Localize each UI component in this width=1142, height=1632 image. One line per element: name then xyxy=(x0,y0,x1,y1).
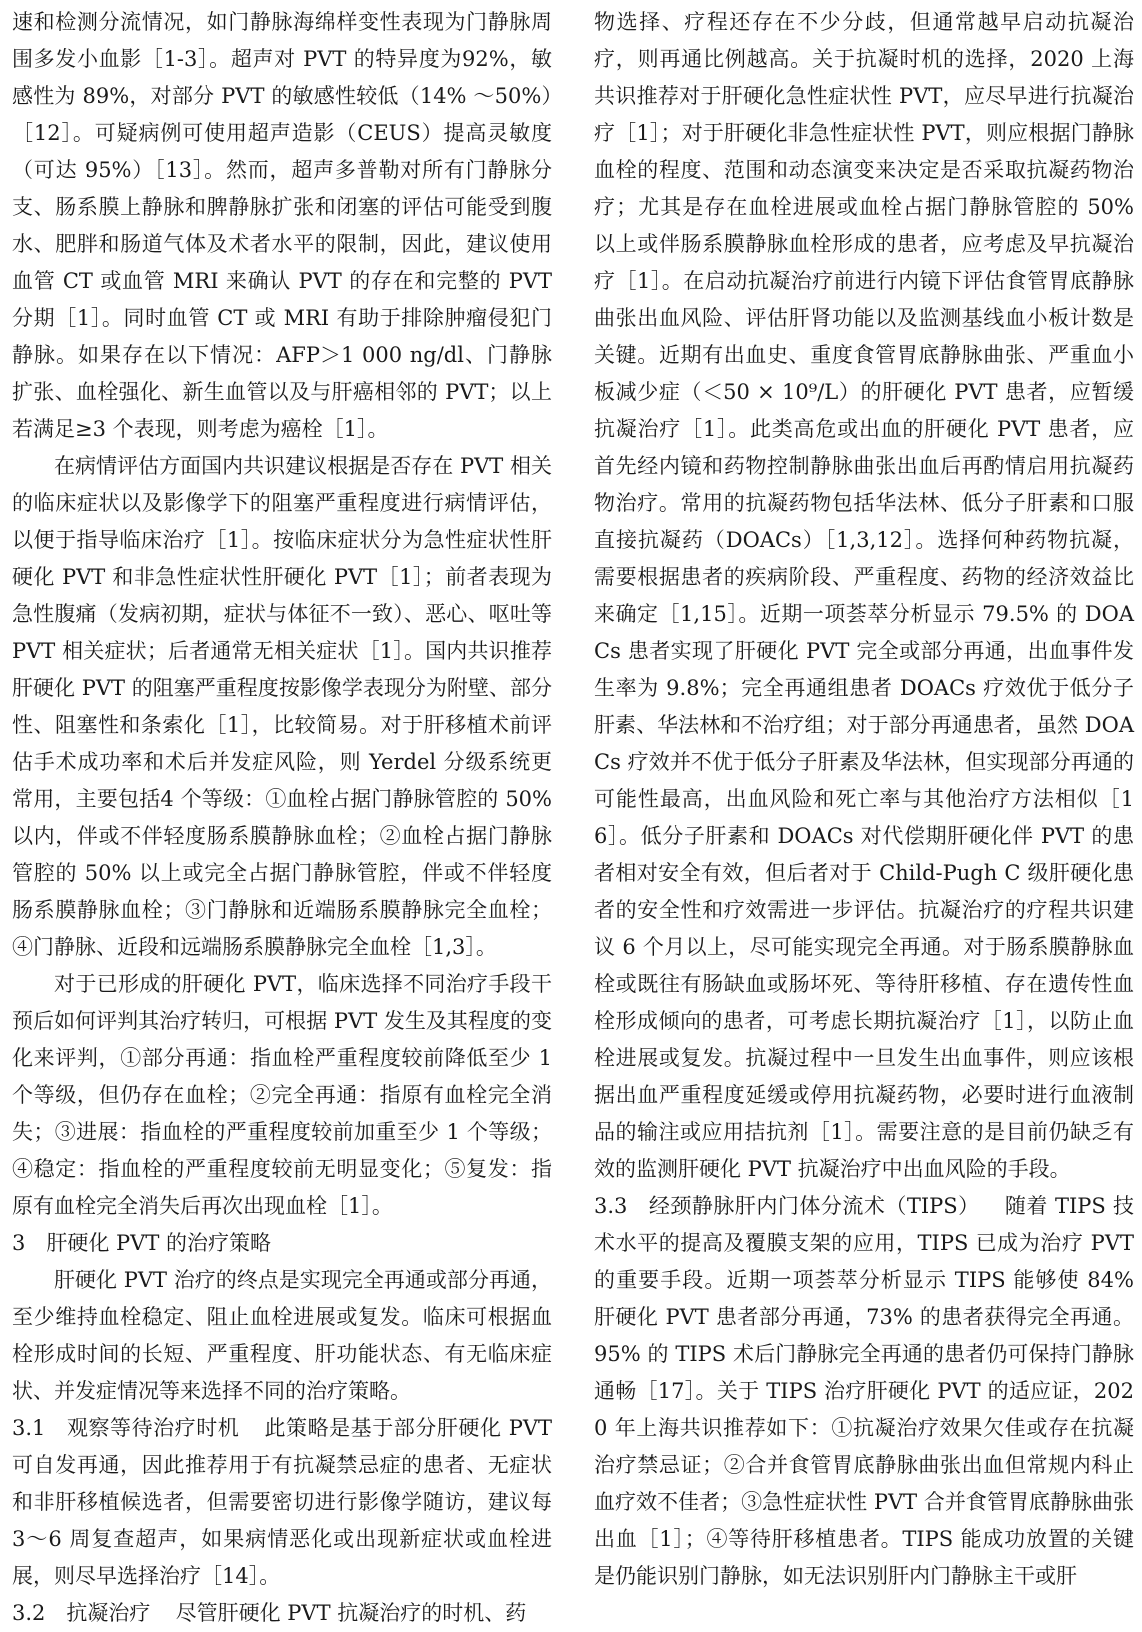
subsection-3-1 xyxy=(12,1410,552,1595)
paragraph: 肝硬化 PVT 治疗的终点是实现完全再通或部分再通，至少维持血栓稳定、阻止血栓进展或复发。临床可根据血栓形成时间的长短、严重程度、肝功能状态、有无临床症状、并发症情况等来选择不同的治疗策略。 xyxy=(12,1268,552,1403)
section-number: 3.1 xyxy=(12,1416,46,1440)
section-title: 经颈静脉肝内门体分流术（TIPS） xyxy=(648,1194,980,1218)
paragraph-text: 尽管肝硬化 PVT 抗凝治疗的时机、药 xyxy=(175,1601,527,1625)
left-column xyxy=(12,4,552,1632)
right-column xyxy=(594,4,1134,1632)
paragraph-text: 此策略是基于部分肝硬化 PVT 可自发再通，因此推荐用于有抗凝禁忌症的患者、无症状和非肝移植候选者，但需要密切进行影像学随访，建议每 3～6 周复查超声，如果病情恶化或出现新症状或血栓进展，则尽早选择治疗［14］。 xyxy=(12,1416,553,1588)
section-heading-3 xyxy=(12,1225,552,1262)
paragraph: 速和检测分流情况，如门静脉海绵样变性表现为门静脉周围多发小血影［1-3］。超声对 PVT 的特异度为92%，敏感性为 89%，对部分 PVT 的敏感性较低（14% ～50%）［12］。可疑病例可使用超声造影（CEUS）提高灵敏度（可达 95%）［13］。然而，超声多普勒对所有门静脉分支、肠系膜上静脉和脾静脉扩张和闭塞的评估可能受到腹水、肥胖和肠道气体及术者水平的限制，因此，建议使用血管 CT 或血管 MRI 来确认 PVT 的存在和完整的 PVT 分期［1］。同时血管 CT 或 MRI 有助于排除肿瘤侵犯门静脉。如果存在以下情况：AFP＞1 000 ng/dl、门静脉扩张、血栓强化、新生血管以及与肝癌相邻的 PVT；以上若满足≥3 个表现，则考虑为癌栓［1］。 xyxy=(12,10,552,441)
paragraph-text: 随着 TIPS 技术水平的提高及覆膜支架的应用，TIPS 已成为治疗 PVT 的重要手段。近期一项荟萃分析显示 TIPS 能够使 84% 肝硬化 PVT 患者部分再通，73% 的患者获得完全再通。95% 的 TIPS 术后门静脉完全再通的患者仍可保持门静脉通畅［17］。关于 TIPS 治疗肝硬化 PVT 的适应证，2020 年上海共识推荐如下：①抗凝治疗效果欠佳或存在抗凝治疗禁忌证；②合并食管胃底静脉曲张出血但常规内科止血疗效不佳者；③急性症状性 PVT 合并食管胃底静脉曲张出血［1］；④等待肝移植患者。TIPS 能成功放置的关键是仍能识别门静脉，如无法识别肝内门静脉主干或肝 xyxy=(594,1194,1134,1588)
section-title: 抗凝治疗 xyxy=(66,1601,151,1625)
section-number: 3.3 xyxy=(594,1194,628,1218)
subsection-3-2 xyxy=(12,1595,552,1632)
two-column-body xyxy=(12,4,1134,1625)
section-number: 3 xyxy=(12,1231,26,1255)
section-number: 3.2 xyxy=(12,1601,46,1625)
paragraph: 对于已形成的肝硬化 PVT，临床选择不同治疗手段干预后如何评判其治疗转归，可根据 PVT 发生及其程度的变化来评判，①部分再通：指血栓严重程度较前降低至少 1 个等级，但仍存在血栓；②完全再通：指原有血栓完全消失；③进展：指血栓的严重程度较前加重至少 1 个等级；④稳定：指血栓的严重程度较前无明显变化；⑤复发：指原有血栓完全消失后再次出现血栓［1］。 xyxy=(12,972,552,1218)
section-title: 观察等待治疗时机 xyxy=(66,1416,240,1440)
subsection-3-3 xyxy=(594,1188,1134,1595)
paragraph: 物选择、疗程还存在不少分歧，但通常越早启动抗凝治疗，则再通比例越高。关于抗凝时机的选择，2020 上海共识推荐对于肝硬化急性症状性 PVT，应尽早进行抗凝治疗［1］；对于肝硬化非急性症状性 PVT，则应根据门静脉血栓的程度、范围和动态演变来决定是否采取抗凝药物治疗；尤其是存在血栓进展或血栓占据门静脉管腔的 50% 以上或伴肠系膜静脉血栓形成的患者，应考虑及早抗凝治疗［1］。在启动抗凝治疗前进行内镜下评估食管胃底静脉曲张出血风险、评估肝肾功能以及监测基线血小板计数是关键。近期有出血史、重度食管胃底静脉曲张、严重血小板减少症（＜50 × 10⁹/L）的肝硬化 PVT 患者，应暂缓抗凝治疗［1］。此类高危或出血的肝硬化 PVT 患者，应首先经内镜和药物控制静脉曲张出血后再酌情启用抗凝药物治疗。常用的抗凝药物包括华法林、低分子肝素和口服直接抗凝药（DOACs）［1,3,12］。选择何种药物抗凝，需要根据患者的疾病阶段、严重程度、药物的经济效益比来确定［1,15］。近期一项荟萃分析显示 79.5% 的 DOACs 患者实现了肝硬化 PVT 完全或部分再通，出血事件发生率为 9.8%；完全再通组患者 DOACs 疗效优于低分子肝素、华法林和不治疗组；对于部分再通患者，虽然 DOACs 疗效并不优于低分子肝素及华法林，但实现部分再通的可能性最高，出血风险和死亡率与其他治疗方法相似［16］。低分子肝素和 DOACs 对代偿期肝硬化伴 PVT 的患者相对安全有效，但后者对于 Child-Pugh C 级肝硬化患者的安全性和疗效需进一步评估。抗凝治疗的疗程共识建议 6 个月以上，尽可能实现完全再通。对于肠系膜静脉血栓或既往有肠缺血或肠坏死、等待肝移植、存在遗传性血栓形成倾向的患者，可考虑长期抗凝治疗［1］，以防止血栓进展或复发。抗凝过程中一旦发生出血事件，则应该根据出血严重程度延缓或停用抗凝药物，必要时进行血液制品的输注或应用拮抗剂［1］。需要注意的是目前仍缺乏有效的监测肝硬化 PVT 抗凝治疗中出血风险的手段。 xyxy=(594,10,1134,1181)
paragraph: 在病情评估方面国内共识建议根据是否存在 PVT 相关的临床症状以及影像学下的阻塞严重程度进行病情评估，以便于指导临床治疗［1］。按临床症状分为急性症状性肝硬化 PVT 和非急性症状性肝硬化 PVT［1］；前者表现为急性腹痛（发病初期，症状与体征不一致）、恶心、呕吐等 PVT 相关症状；后者通常无相关症状［1］。国内共识推荐肝硬化 PVT 的阻塞严重程度按影像学表现分为附壁、部分性、阻塞性和条索化［1］，比较简易。对于肝移植术前评估手术成功率和术后并发症风险，则 Yerdel 分级系统更常用，主要包括4 个等级：①血栓占据门静脉管腔的 50% 以内，伴或不伴轻度肠系膜静脉血栓；②血栓占据门静脉管腔的 50% 以上或完全占据门静脉管腔，伴或不伴轻度肠系膜静脉血栓；③门静脉和近端肠系膜静脉完全血栓；④门静脉、近段和远端肠系膜静脉完全血栓［1,3］。 xyxy=(12,454,552,959)
section-title: 肝硬化 PVT 的治疗策略 xyxy=(46,1231,272,1255)
